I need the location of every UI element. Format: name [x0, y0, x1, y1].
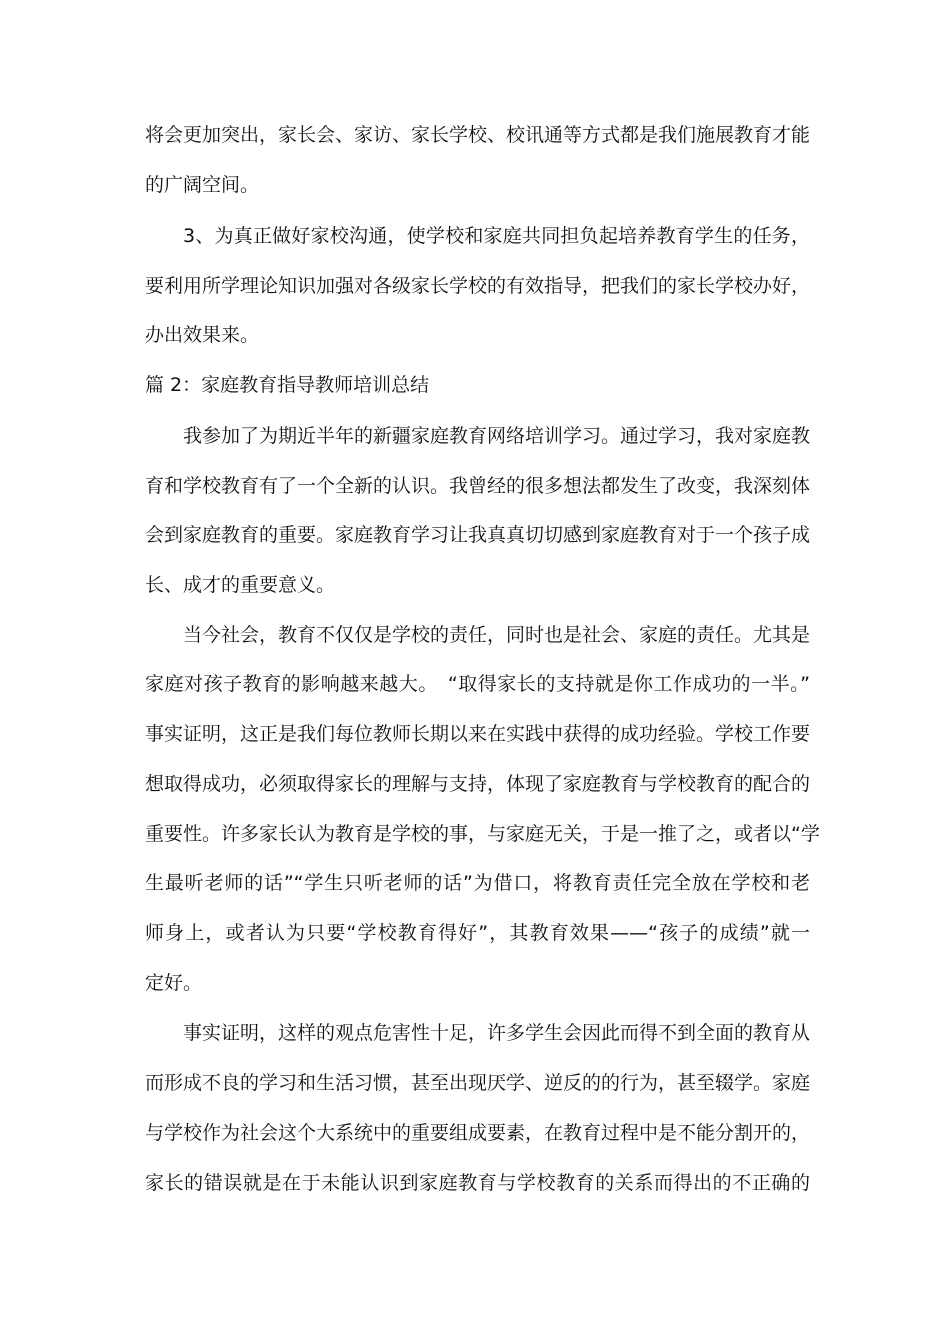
body-text-line: 事实证明，这样的观点危害性十足，许多学生会因此而得不到全面的教育从	[183, 1022, 811, 1044]
body-text-line: 家长的错误就是在于未能认识到家庭教育与学校教育的关系而得出的不正确的	[145, 1172, 810, 1194]
body-text-line: 定好。	[145, 972, 203, 994]
body-text-line: 事实证明，这正是我们每位教师长期以来在实践中获得的成功经验。学校工作要	[145, 723, 811, 745]
body-text-line: 将会更加突出，家长会、家访、家长学校、校讯通等方式都是我们施展教育才能	[145, 124, 811, 146]
body-text-line: 育和学校教育有了一个全新的认识。我曾经的很多想法都发生了改变，我深刻体	[145, 475, 811, 497]
body-text-line: 3、为真正做好家校沟通，使学校和家庭共同担负起培养教育学生的任务，	[183, 225, 810, 247]
body-text-line: 我参加了为期近半年的新疆家庭教育网络培训学习。通过学习，我对家庭教	[183, 425, 811, 447]
body-text-line: 重要性。许多家长认为教育是学校的事，与家庭无关，于是一推了之，或者以“学	[145, 823, 820, 845]
body-text-line: 的广阔空间。	[145, 174, 260, 196]
body-text-line: 生最听老师的话”“学生只听老师的话”为借口，将教育责任完全放在学校和老	[145, 872, 810, 894]
body-text-line: 办出效果来。	[145, 324, 260, 346]
body-text-line: 想取得成功，必须取得家长的理解与支持，体现了家庭教育与学校教育的配合的	[145, 773, 811, 795]
section-title: 篇 2：家庭教育指导教师培训总结	[145, 374, 430, 396]
body-text-line: 会到家庭教育的重要。家庭教育学习让我真真切切感到家庭教育对于一个孩子成	[145, 524, 811, 546]
body-text-line: 家庭对孩子教育的影响越来越大。 “取得家长的支持就是你工作成功的一半。”	[145, 673, 810, 695]
body-text-line: 师身上，或者认为只要“学校教育得好”，其教育效果——“孩子的成绩”就一	[145, 922, 810, 944]
body-text-line: 长、成才的重要意义。	[145, 574, 336, 596]
body-text-line: 当今社会，教育不仅仅是学校的责任，同时也是社会、家庭的责任。尤其是	[183, 624, 811, 646]
body-text-line: 与学校作为社会这个大系统中的重要组成要素，在教育过程中是不能分割开的，	[145, 1122, 811, 1144]
body-text-line: 而形成不良的学习和生活习惯，甚至出现厌学、逆反的的行为，甚至辍学。家庭	[145, 1072, 811, 1094]
body-text-line: 要利用所学理论知识加强对各级家长学校的有效指导，把我们的家长学校办好，	[145, 275, 811, 297]
